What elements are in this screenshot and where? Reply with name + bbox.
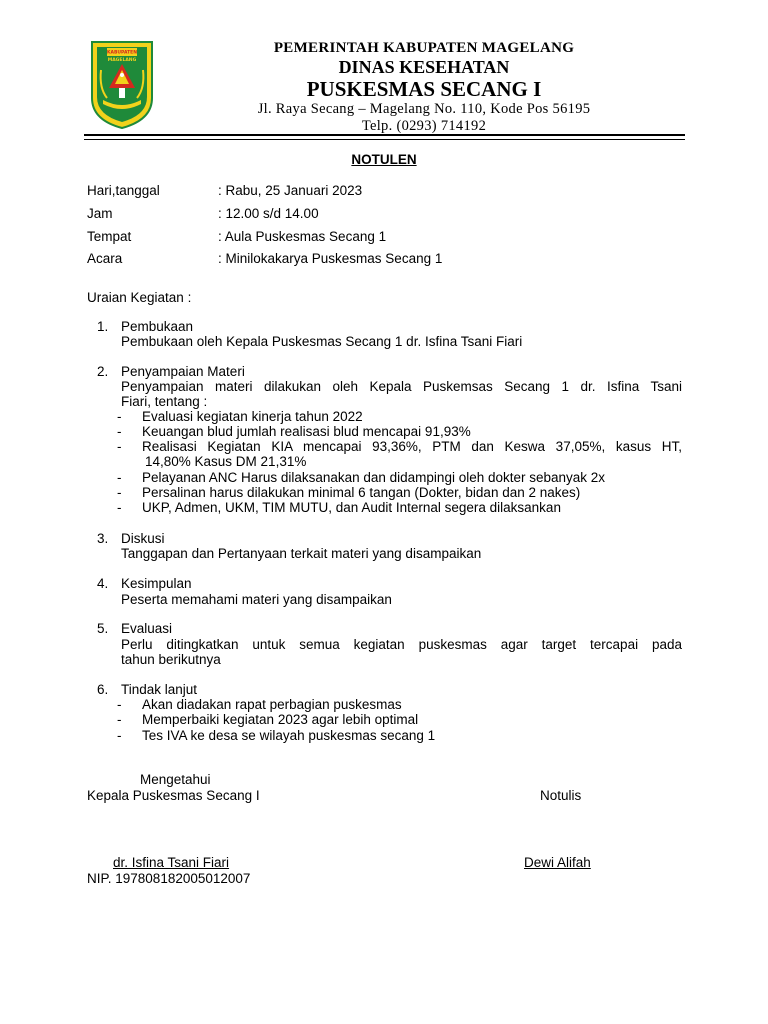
gov-name: PEMERINTAH KABUPATEN MAGELANG [273, 40, 575, 56]
item-title: Penyampaian Materi [121, 364, 245, 379]
kabupaten-magelang-logo [89, 40, 155, 130]
letterhead-divider-thick [84, 134, 685, 136]
address: Jl. Raya Secang – Magelang No. 110, Kode Pos 56195 [257, 101, 591, 117]
document-title: NOTULEN [351, 152, 417, 167]
info-label: Tempat [87, 229, 132, 244]
bullet-dash: - [117, 409, 122, 424]
bullet-item: Memperbaiki kegiatan 2023 agar lebih optimal [142, 712, 419, 727]
agency-name: DINAS KESEHATAN [338, 57, 510, 77]
item-number: 4. [97, 576, 109, 591]
phone: Telp. (0293) 714192 [361, 118, 487, 134]
bullet-item: Persalinan harus dilakukan minimal 6 tangan (Dokter, bidan dan 2 nakes) [142, 485, 581, 500]
bullet-item: UKP, Admen, UKM, TIM MUTU, dan Audit Internal segera dilaksankan [142, 500, 561, 515]
info-value: : Rabu, 25 Januari 2023 [218, 183, 363, 198]
item-text: Tanggapan dan Pertanyaan terkait materi yang disampaikan [121, 546, 482, 561]
left-signer-name: dr. Isfina Tsani Fiari [113, 855, 230, 870]
bullet-dash: - [117, 712, 122, 727]
institution-name: PUSKESMAS SECANG I [306, 77, 542, 101]
bullet-item: Tes IVA ke desa se wilayah puskesmas secang 1 [142, 728, 436, 743]
item-text: Fiari, tentang : [121, 394, 208, 409]
bullet-dash: - [117, 728, 122, 743]
item-text: Perlu ditingkatkan untuk semua kegiatan puskesmas agar target tercapai pada [121, 637, 682, 652]
bullet-item: Realisasi Kegiatan KIA mencapai 93,36%, PTM dan Keswa 37,05%, kasus HT, [142, 439, 682, 454]
bullet-item: Evaluasi kegiatan kinerja tahun 2022 [142, 409, 363, 424]
info-label: Jam [87, 206, 113, 221]
bullet-dash: - [117, 470, 122, 485]
item-text: tahun berikutnya [121, 652, 221, 667]
item-text: Penyampaian materi dilakukan oleh Kepala Puskemsas Secang 1 dr. Isfina Tsani [121, 379, 682, 394]
bullet-dash: - [117, 485, 122, 500]
item-title: Diskusi [121, 531, 165, 546]
info-label: Hari,tanggal [87, 183, 160, 198]
item-title: Kesimpulan [121, 576, 192, 591]
bullet-item: Akan diadakan rapat perbagian puskesmas [142, 697, 402, 712]
bullet-dash: - [117, 500, 122, 515]
info-value: : Aula Puskesmas Secang 1 [218, 229, 387, 244]
bullet-item: Pelayanan ANC Harus dilaksanakan dan didampingi oleh dokter sebanyak 2x [142, 470, 606, 485]
svg-text:KABUPATEN: KABUPATEN [107, 50, 137, 56]
item-number: 3. [97, 531, 109, 546]
right-signer-role: Notulis [540, 788, 582, 803]
item-text: Pembukaan oleh Kepala Puskesmas Secang 1 dr. Isfina Tsani Fiari [121, 334, 523, 349]
svg-text:MAGELANG: MAGELANG [107, 58, 137, 63]
left-signer-nip: NIP. 197808182005012007 [87, 871, 251, 886]
item-title: Evaluasi [121, 621, 173, 636]
item-title: Tindak lanjut [121, 682, 198, 697]
bullet-dash: - [117, 424, 122, 439]
bullet-item-continuation: 14,80% Kasus DM 21,31% [145, 454, 307, 469]
letterhead-divider-thin [84, 139, 685, 140]
bullet-dash: - [117, 697, 122, 712]
item-number: 1. [97, 319, 109, 334]
mengetahui-label: Mengetahui [140, 772, 211, 787]
info-value: : Minilokakarya Puskesmas Secang 1 [218, 251, 443, 266]
item-number: 2. [97, 364, 109, 379]
item-number: 5. [97, 621, 109, 636]
item-number: 6. [97, 682, 109, 697]
item-title: Pembukaan [121, 319, 194, 334]
uraian-label: Uraian Kegiatan : [87, 290, 192, 305]
item-text: Peserta memahami materi yang disampaikan [121, 592, 392, 607]
info-label: Acara [87, 251, 123, 266]
info-value: : 12.00 s/d 14.00 [218, 206, 319, 221]
left-signer-role: Kepala Puskesmas Secang I [87, 788, 260, 803]
bullet-item: Keuangan blud jumlah realisasi blud mencapai 91,93% [142, 424, 471, 439]
letterhead [160, 40, 688, 135]
bullet-dash: - [117, 439, 122, 454]
right-signer-name: Dewi Alifah [524, 855, 591, 870]
